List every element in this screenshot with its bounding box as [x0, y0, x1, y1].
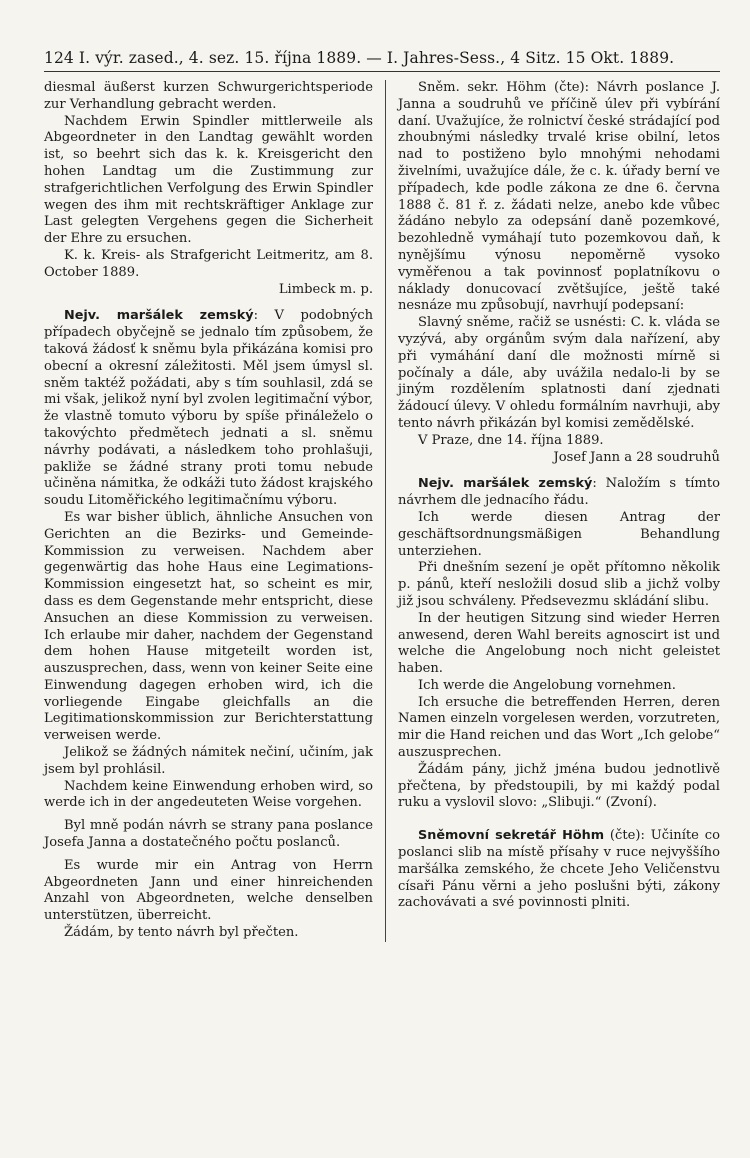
place-date: V Praze, dne 14. října 1889. [418, 432, 604, 448]
speech-text: (čte): Učiníte co poslanci slib na místě přísahy v ruce nejvyššího maršálka zemského, že chcete Jeho Veličenstvu císaři Pánu věrni a jeho poslušni býti, zákony zachovávati a své povinnosti plniti. [398, 828, 720, 911]
paragraph: Nachdem Erwin Spindler mittlerweile als Abgeordneter in den Landtag gewählt worden ist, so beehrt sich das k. k. Kreisgericht den hohen Landtag um die Zustimmung zur strafgerichtlichen Verfolgung des Erwin Spindler wegen des ihm mit rechtskräftiger Anklage zur Last gelegten Vergehens gegen die Sicherheit der Ehre zu ersuchen. [44, 113, 373, 247]
right-column [386, 80, 720, 942]
paragraph [398, 476, 720, 510]
speaker-name: Nejv. maršálek zemský [64, 308, 254, 324]
paragraph: Žádám, by tento návrh byl přečten. [64, 925, 299, 941]
paragraph: Byl mně podán návrh se strany pana poslance Josefa Janna a dostatečného počtu poslanců. [44, 818, 373, 851]
paragraph: K. k. Kreis- als Strafgericht Leitmeritz, am 8. October 1889. [44, 247, 373, 280]
paragraph: Ich werde diesen Antrag der geschäftsordnungsmäßigen Behandlung unterziehen. [398, 509, 720, 559]
paragraph: Při dnešním sezení je opět přítomno několik p. pánů, kteří nesložili dosud slib a jichž volby již jsou schváleny. Předsevezmu skládání slibu. [398, 560, 720, 609]
speaker-name: Nejv. maršálek zemský [418, 476, 593, 492]
paragraph: Ich werde die Angelobung vornehmen. [418, 677, 676, 693]
paragraph: Žádám pány, jichž jména budou jednotlivě přečtena, by předstoupili, by mi každý podal ruku a vyslovil slovo: „Slibuji.“ (Zvoní). [398, 761, 720, 811]
paragraph: Es war bisher üblich, ähnliche Ansuchen von Gerichten an die Bezirks- und Gemeinde-Kommission zu verweisen. Nachdem aber gegenwärtig das hohe Haus eine Legimations-Kommission eingesetzt hat, so scheint es mir, dass es dem Gegenstande mehr entspricht, diese Ansuchen an diese Kommission zu verweisen. Ich erlaube mir daher, nachdem der Gegenstand dem hohen Hause mitgeteilt worden ist, auszusprechen, dass, wenn von keiner Seite eine Einwendung dagegen erhoben wird, ich die vorliegende Eingabe gleichfalls an die Legitimationskommission zur Berichterstattung verweisen werde. [44, 509, 373, 744]
two-column-body [44, 80, 720, 942]
paragraph [398, 828, 720, 912]
speech-text: : Naložím s tímto návrhem dle jednacího řádu. [398, 476, 720, 509]
paragraph: Jelikož se žádných námitek nečiní, učiním, jak jsem byl prohlásil. [44, 745, 373, 777]
signature: Josef Jann a 28 soudruhů [553, 449, 720, 465]
paragraph: Ich ersuche die betreffenden Herren, deren Namen einzeln vorgelesen werden, vorzutreten, mir die Hand reichen und das Wort „Ich gelobe“ auszusprechen. [398, 694, 720, 761]
left-column [44, 80, 386, 942]
speech-text: : V podobných případech obyčejně se jednalo tím způsobem, že taková žádosť k sněmu byla přikázána komisi pro obecní a okresní záležitosti. Měl jsem úmysl sl. sněm taktéž požádati, aby s tím souhlasil, zdá se mi však, jelikož nyní byl zvolen legitimační výbor, že vlastně tomuto výboru by spíše přináleželo o takovýchto předmětech jednati a sl. sněmu návrhy podávati, a následkem toho prohlašuji, pakliže se žádné strany proti tomu nebude učiněna námitka, že odkáži tuto žádost krajského soudu Litoměřického legitimačnímu výboru. [44, 308, 373, 509]
paragraph: Sněm. sekr. Höhm (čte): Návrh poslance J. Janna a soudruhů ve příčině úlev při vybírání daní. Uvažujíce, že rolnictví české strádající pod zhoubnými následky trvalé krise obilní, letos nad to postiženo bylo mnohými nehodami živelními, uvažujíce dále, že c. k. úřady berní ve případech, kde podle zákona ze dne 6. června 1888 č. 81 ř. z. žádati nelze, anebo kde vůbec žádáno nebylo za odepsání daně pozemkové, bezohledně vymáhají tuto pozemkovou daň, k nynějšímu výnosu nepoměrně vysoko vyměřenou a tak povinnosť poplatníkovu o náklady donucovací zvětšujíce, ještě také nesnáze mu způsobují, navrhují podepsaní: [398, 80, 720, 314]
paragraph: In der heutigen Sitzung sind wieder Herren anwesend, deren Wahl bereits agnoscirt ist und welche die Angelobung noch nicht geleistet haben. [398, 610, 720, 677]
paragraph [44, 308, 373, 510]
paragraph: Es wurde mir ein Antrag von Herrn Abgeordneten Jann und einer hinreichenden Anzahl von Abgeordneten, welche denselben unterstützen, überreicht. [44, 857, 373, 924]
paragraph: Slavný sněme, račiž se usnésti: C. k. vláda se vyzývá, aby orgánům svým dala nařízení, aby při vymáhání daní dle možnosti mírně si počínaly a dále, aby uvážila nedalo-li by se jiným rozdělením splatnosti daní zjednati žádoucí úlevy. V ohledu formálním navrhuji, aby tento návrh přikázán byl komisi zemědělské. [398, 315, 720, 431]
speaker-name: Sněmovní sekretář Höhm [418, 828, 605, 844]
paragraph: Nachdem keine Einwendung erhoben wird, so werde ich in der angedeuteten Weise vorgehen. [44, 778, 373, 811]
page-header: 124 I. výr. zased., 4. sez. 15. října 1889. — I. Jahres-Sess., 4 Sitz. 15 Okt. 1889. [44, 48, 720, 72]
signature: Limbeck m. p. [278, 281, 373, 297]
paragraph: diesmal äußerst kurzen Schwurgerichtsperiode zur Verhandlung gebracht werden. [44, 80, 373, 112]
